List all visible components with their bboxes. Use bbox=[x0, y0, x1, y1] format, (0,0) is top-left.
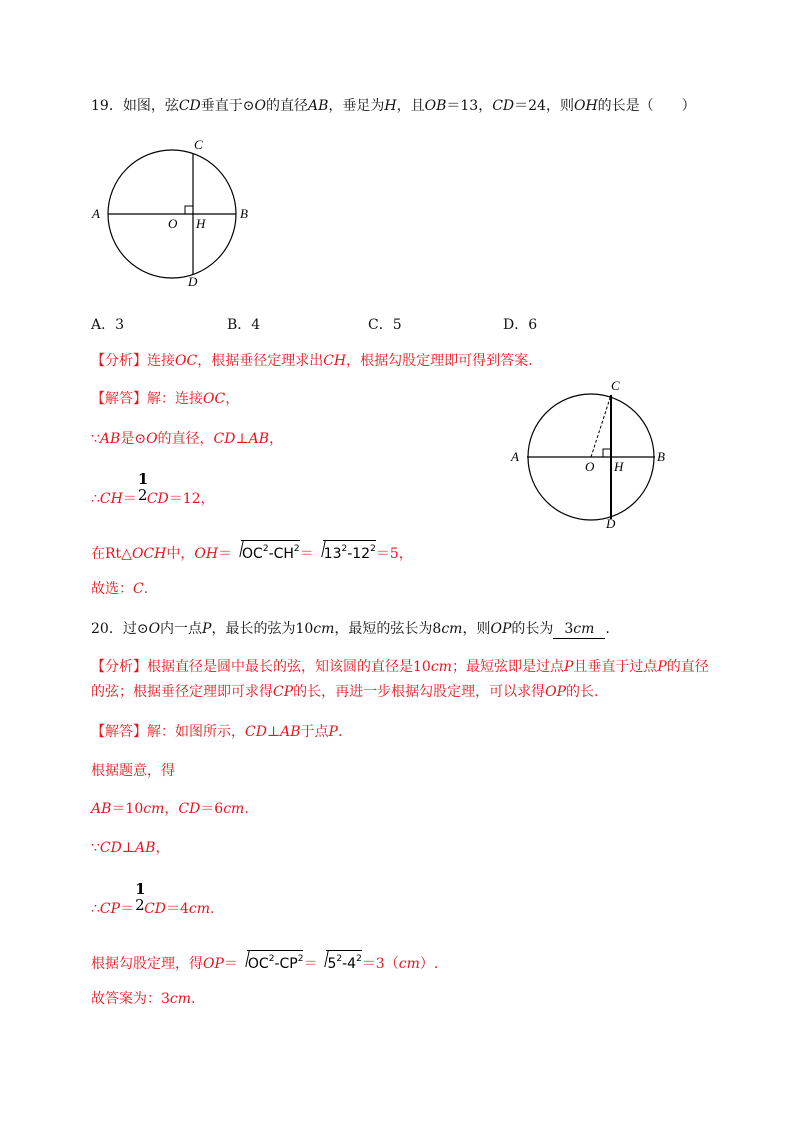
q20-step2: 根据题意，得 bbox=[91, 763, 175, 779]
sqrt-expression: $OC^2-CP^2$ bbox=[238, 948, 304, 973]
sqrt-expression-numeric: $5^2-4^2$ bbox=[317, 948, 361, 973]
option-c: C．5 bbox=[368, 317, 402, 333]
q20-step7: 故答案为：3cm. bbox=[91, 991, 196, 1007]
q19-step4: 在Rt△OCH中，$OH= OC^2-CH^2= 13^2-12^2=5$， bbox=[91, 538, 413, 563]
q19-step2: ∵AB是⊙O的直径，CD⊥AB， bbox=[91, 431, 284, 447]
q19-solution: 【解答】解：连接OC， bbox=[91, 391, 240, 407]
label-a: A bbox=[92, 206, 100, 221]
label-b: B bbox=[240, 206, 248, 221]
q20-step6: 根据勾股定理，得$OP= OC^2-CP^2= 5^2-4^2=3(cm)$. bbox=[91, 948, 438, 973]
q19-number: 19． bbox=[91, 98, 123, 114]
q19-circle-figure bbox=[88, 132, 258, 292]
label-d: D bbox=[188, 274, 198, 289]
label-c: C bbox=[194, 137, 203, 152]
label-c: C bbox=[611, 378, 620, 393]
label-o: O bbox=[585, 459, 595, 474]
label-d: D bbox=[606, 516, 616, 531]
sqrt-expression: $OC^2-CH^2$ bbox=[232, 538, 300, 563]
q19-stem: 19．如图，弦CD垂直于⊙O的直径AB，垂足为H，且OB＝13，CD＝24，则OH的长是（ ） bbox=[91, 98, 696, 114]
segment-oc-dashed bbox=[591, 395, 611, 457]
q20-analysis-line2: 的弦；根据垂径定理即可求得CP的长，再进一步根据勾股定理，可以求得OP的长. bbox=[91, 684, 599, 700]
q20-solution: 【解答】解：如图所示，CD⊥AB于点P. bbox=[91, 724, 343, 740]
fraction-half: 1 2 bbox=[135, 880, 146, 914]
label-b: B bbox=[657, 449, 665, 464]
q19-step3: ∴CH＝ 1 2 CD＝12， bbox=[91, 470, 215, 507]
answer-blank: 3cm bbox=[553, 620, 605, 639]
q20-number: 20． bbox=[91, 621, 123, 637]
q20-step5: ∴CP＝ 1 2 CD＝4cm. bbox=[91, 880, 215, 917]
q19-solution-figure bbox=[505, 375, 685, 535]
option-a: A．3 bbox=[91, 317, 125, 333]
sqrt-expression-numeric: $13^2-12^2$ bbox=[314, 538, 376, 563]
fraction-half: 1 2 bbox=[137, 470, 149, 504]
q20-analysis-line1: 【分析】根据直径是圆中最长的弦，知该圆的直径是10cm；最短弦即是过点P且垂直于过点P的直径 bbox=[91, 659, 709, 675]
q20-step3: AB＝10cm，CD＝6cm. bbox=[91, 801, 249, 817]
label-o: O bbox=[168, 216, 178, 231]
q20-step4: ∵CD⊥AB， bbox=[91, 840, 170, 856]
label-a: A bbox=[511, 449, 519, 464]
q19-step5: 故选：C. bbox=[91, 581, 149, 597]
right-angle-mark bbox=[603, 449, 611, 457]
right-angle-mark bbox=[185, 206, 193, 214]
option-b: B．4 bbox=[227, 317, 261, 333]
q19-analysis: 【分析】连接OC，根据垂径定理求出CH，根据勾股定理即可得到答案. bbox=[91, 353, 533, 369]
label-h: H bbox=[196, 216, 206, 231]
q20-stem: 20．过⊙O内一点P，最长的弦为10cm，最短的弦长为8cm，则OP的长为 3cm . bbox=[91, 621, 610, 637]
option-d: D．6 bbox=[503, 317, 538, 333]
label-h: H bbox=[614, 459, 624, 474]
